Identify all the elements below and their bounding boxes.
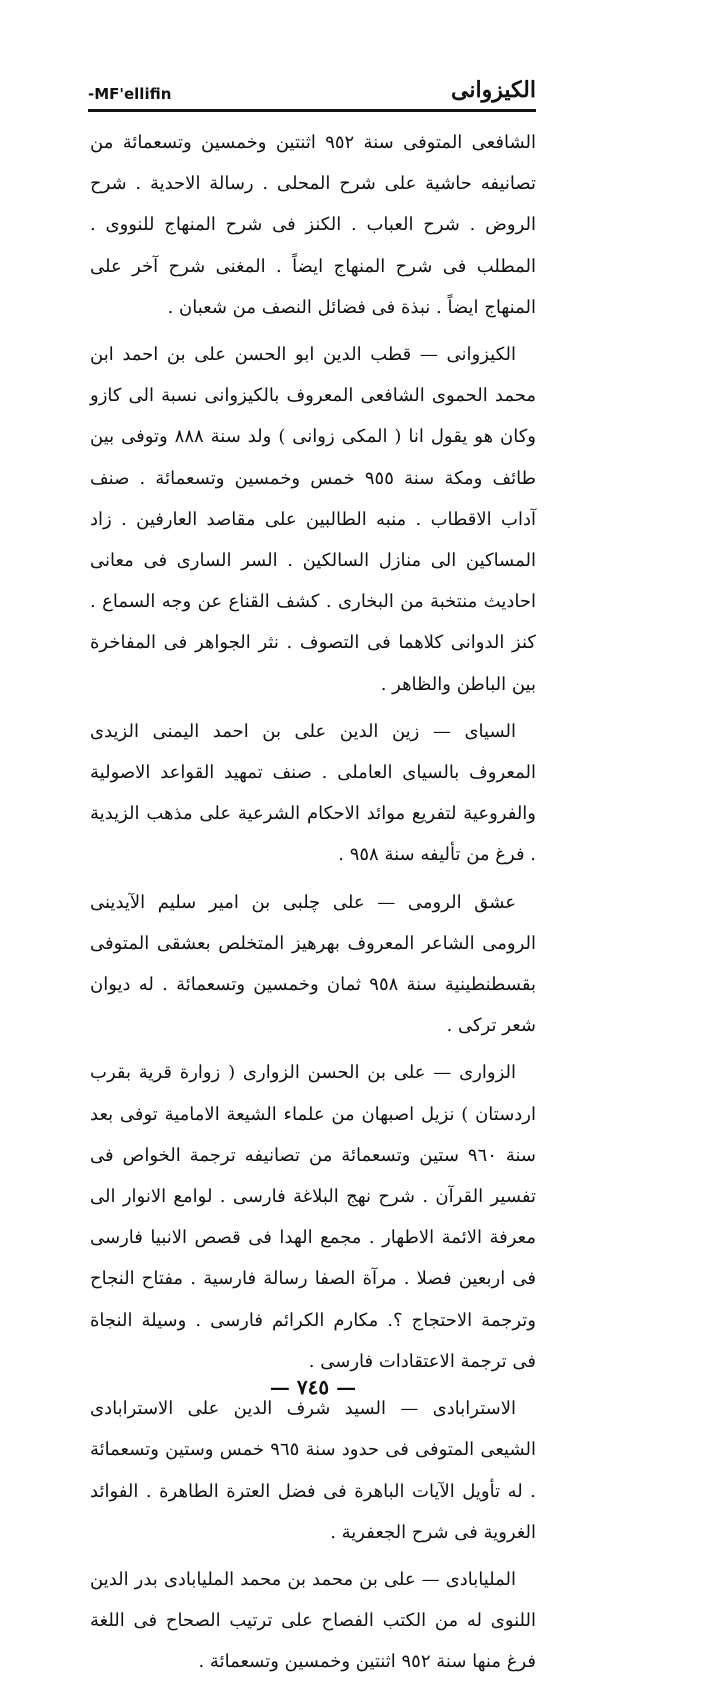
running-head: الكيزوانى <box>451 77 536 103</box>
entry-siyami: السياى — زين الدين على بن احمد اليمنى الزيدى المعروف بالسياى العاملى . صنف تمهيد القواعد الاصولية والفروعية لتفريع موائد الاحكام الشرعية على مذهب الزيدية . فرغ من تأليفه سنة ٩٥٨ . <box>90 720 536 866</box>
page-header <box>88 72 536 112</box>
entry-ishqi-rumi: عشق الرومى — على چلبى بن امير سليم الآيدينى الرومى الشاعر المعروف بهرهيز المتخلص بعشقى المتوفى بقسطنطينية سنة ٩٥٨ ثمان وخمسين وتسعمائة . له ديوان شعر تركى . <box>90 891 536 1037</box>
page-body <box>90 122 536 1683</box>
entry-milyabadi: المليابادى — على بن محمد بن محمد المليابادى بدر الدين اللنوى له من الكتب الفصاح على ترتيب الصحاح فى اللغة فرغ منها سنة ٩٥٢ اثنتين وخمسين وتسعمائة . <box>90 1568 536 1673</box>
entry-zawari: الزوارى — على بن الحسن الزوارى ( زوارة قرية بقرب اردستان ) نزيل اصبهان من علماء الشيعة الامامية توفى بعد سنة ٩٦٠ ستين وتسعمائة من تصانيفه ترجمة الخواص فى تفسير القرآن . شرح نهج البلاغة فارسى . لوامع الانوار الى معرفة الائمة الاطهار . مجمع الهدا فى قصص الانبيا فارسى فى اربعين فصلا . مرآة الصفا رسالة فارسية . مفتاح النجاح وترجمة الاحتجاج ؟. مكارم الكرائم فارسى . وسيلة النجاة فى ترجمة الاعتقادات فارسى . <box>90 1062 536 1372</box>
header-author-label: -MF'ellifin <box>88 85 172 103</box>
entry-kizwani: الكيزوانى — قطب الدين ابو الحسن على بن احمد ابن محمد الحموى الشافعى المعروف بالكيزوانى نسبة الى كازو وكان هو يقول انا ( المكى زوانى ) ولد سنة ٨٨٨ وتوفى بين طائف ومكة سنة ٩٥٥ خمس وخمسين وتسعمائة . صنف آداب الاقطاب . منبه الطالبين على مقاصد العارفين . زاد المساكين الى منازل السالكين . السر السارى فى معانى احاديث منتخبة من البخارى . كشف القناع عن وجه السماع . كنز الدوانى كلاهما فى التصوف . نثر الجواهر فى المفاخرة بين الباطن والظاهر . <box>90 344 536 695</box>
entry-astarabadi: الاسترابادى — السيد شرف الدين على الاسترابادى الشيعى المتوفى فى حدود سنة ٩٦٥ خمس وستين وتسعمائة . له تأويل الآيات الباهرة فى فضل العترة الطاهرة . الفوائد الغروية فى شرح الجعفرية . <box>90 1398 536 1543</box>
page-number: — ٧٤٥ — <box>269 1375 357 1399</box>
paragraph-continuation: الشافعى المتوفى سنة ٩٥٢ اثنتين وخمسين وتسعمائة من تصانيفه حاشية على شرح المحلى . رسالة الاحدية . شرح الروض . شرح العباب . الكنز فى شرح المنهاج للنووى . المطلب فى شرح المنهاج ايضاً . المغنى شرح آخر على المنهاج ايضاً . نبذة فى فضائل النصف من شعبان . <box>90 132 536 318</box>
